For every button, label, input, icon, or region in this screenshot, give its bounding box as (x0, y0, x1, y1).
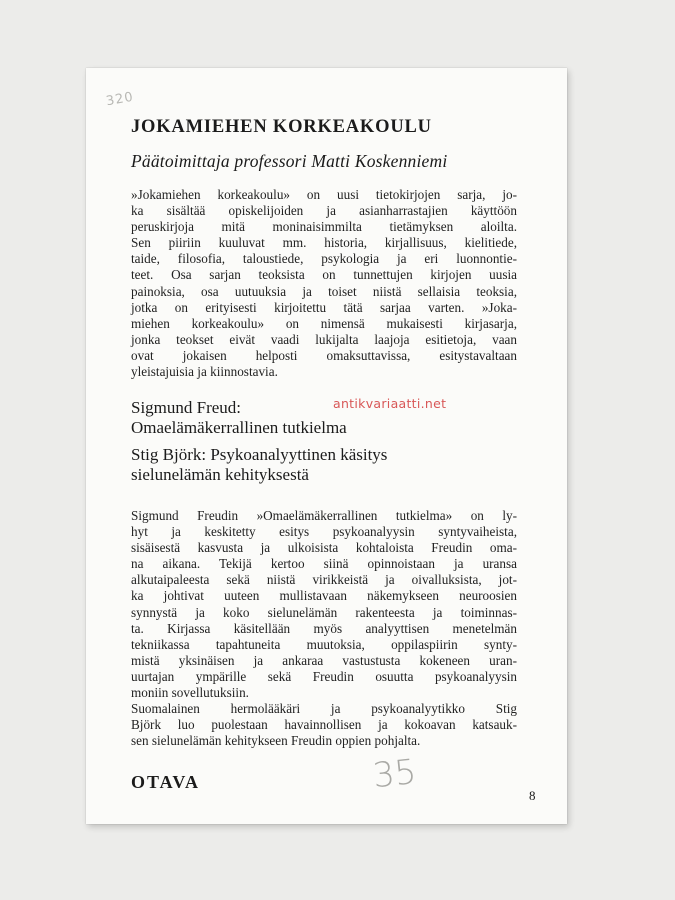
publisher-name: OTAVA (131, 772, 201, 792)
intro-line: jotka on erityisesti kirjoitettu tätä sarjaa varten. »Joka- (131, 299, 517, 315)
intro-line: Sen piiriin kuuluvat mm. historia, kirjallisuus, kielitiede, (131, 235, 517, 251)
author-line: sen sielunelämän kehitykseen Freudin oppien pohjalta. (131, 733, 421, 749)
title-line: sielunelämän kehityksestä (131, 465, 309, 484)
intro-line: miehen korkeakoulu» on nimensä mukaisesti kirjasarja, (131, 315, 517, 331)
intro-paragraph (131, 187, 517, 380)
title-line: Omaelämäkerrallinen tutkielma (131, 418, 347, 437)
intro-line: jonka teokset eivät vaadi lukijalta laajoja esitietoja, vaan (131, 331, 517, 347)
intro-line: peruskirjoja mitä moninaisimmilta tietämyksen aloilta. (131, 219, 517, 235)
desc-line: ka johtivat uuteen mullistavaan näkemykseen neuroosien (131, 588, 517, 604)
desc-line: mistä yksinäisen ja ankaraa vastustusta kokeneen uran- (131, 652, 517, 668)
book-title-freud (131, 398, 347, 438)
title-line: Stig Björk: Psykoanalyyttinen käsitys (131, 445, 388, 464)
desc-line: moniin sovellutuksiin. (131, 685, 249, 701)
intro-line: yleistajuisia ja kiinnostavia. (131, 364, 278, 380)
desc-line: tekniikassa tapahtuneita muutoksia, oppilaspiirin synty- (131, 636, 517, 652)
title-line: Sigmund Freud: (131, 398, 242, 417)
desc-line: na aikana. Tekijä kertoo siinä opinnoistaan ja uransa (131, 556, 517, 572)
author-line: Suomalainen hermolääkäri ja psykoanalyytikko Stig (131, 701, 517, 717)
book-title-bjork (131, 445, 387, 485)
desc-line: sisäisestä kasvusta ja ulkoisista kohtaloista Freudin oma- (131, 540, 517, 556)
editor-line: Päätoimittaja professori Matti Koskenniemi (131, 151, 448, 171)
desc-line: ta. Kirjassa käsitellään myös analyyttisen menetelmän (131, 620, 517, 636)
intro-line: teet. Osa sarjan teoksista on tunnettujen kirjojen uusia (131, 267, 517, 283)
pencil-note: 320 (104, 89, 135, 110)
page-number: 8 (529, 788, 536, 803)
desc-line: uurtajan ympärille sekä Freudin osuutta psykoanalyysin (131, 668, 517, 684)
watermark-text: antikvariaatti.net (333, 396, 447, 411)
intro-line: »Jokamiehen korkeakoulu» on uusi tietokirjojen sarja, jo- (131, 187, 517, 202)
series-title: JOKAMIEHEN KORKEAKOULU (131, 117, 432, 137)
desc-line: hyt ja keskitetty esitys psykoanalyysin syntyvaiheista, (131, 524, 517, 540)
desc-line: Sigmund Freudin »Omaelämäkerrallinen tutkielma» on ly- (131, 508, 517, 523)
desc-line: alkutaipaleesta sekä niistä virikkeistä ja oivalluksista, jot- (131, 572, 517, 588)
desc-line: synnystä ja koko sielunelämän rakenteesta ja toiminnas- (131, 604, 517, 620)
intro-line: ovat jokaisen helposti omaksuttavissa, esitystavaltaan (131, 347, 517, 363)
author-line: Björk luo puolestaan havainnollisen ja kokoavan katsauk- (131, 717, 517, 733)
intro-line: ka sisältää opiskelijoiden ja asianharrastajien käyttöön (131, 203, 517, 219)
handwritten-mark: 35 (371, 751, 419, 797)
description-paragraph (131, 508, 517, 749)
book-back-cover (86, 68, 567, 824)
intro-line: taide, filosofia, taloustiede, psykologia ja eri luonnontie- (131, 251, 517, 267)
intro-line: painoksia, osa uutuuksia ja toiset niistä sellaisia teoksia, (131, 283, 517, 299)
